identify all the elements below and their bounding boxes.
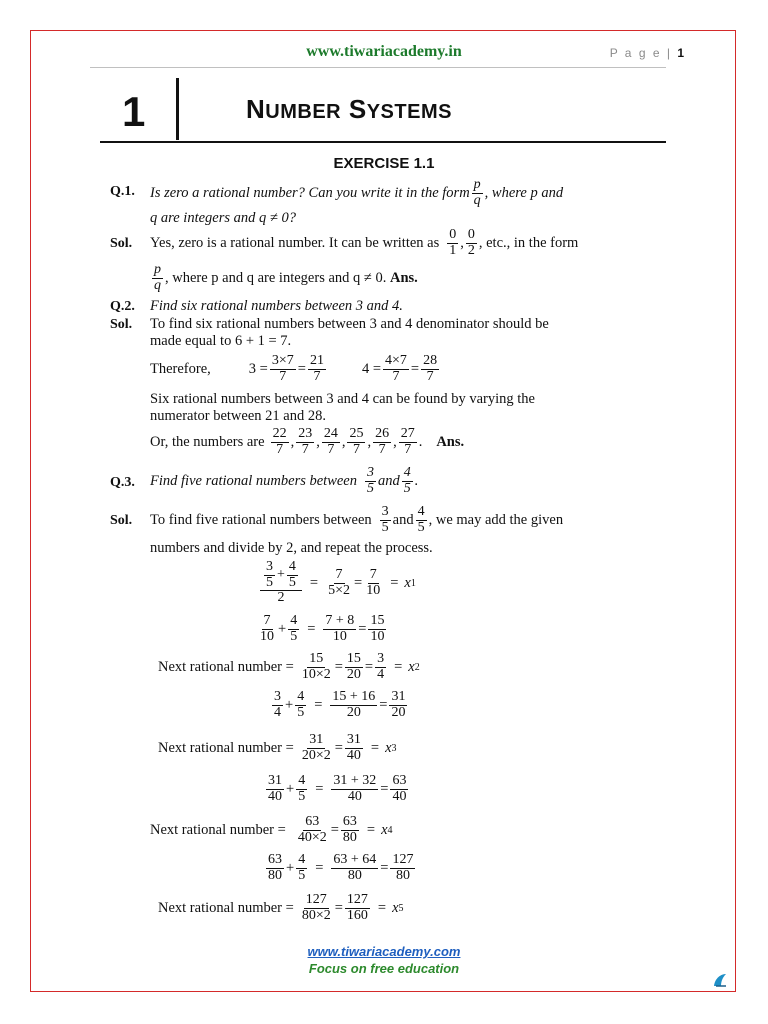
sol1-line1: Yes, zero is a rational number. It can be written as $\frac{0}{1}$ , $\frac{0}{2}$ , etc., in the form: [150, 227, 579, 258]
sol1-frac-1: [447, 228, 458, 258]
sol1-line2: [150, 263, 418, 293]
next-label: Next rational number =: [158, 658, 294, 675]
frac-den: 7: [378, 441, 386, 457]
exercise-title: EXERCISE 1.1: [333, 155, 435, 172]
frac-den: 7: [276, 441, 284, 457]
num-25-7: [347, 427, 365, 457]
frac-den: 7: [279, 368, 287, 384]
sol3-and: and: [392, 511, 414, 528]
step7-eq: Next rational number = $\frac{63}{40\times 2}$ = $\frac{63}{80}$ = x 4: [150, 814, 393, 845]
num-22-7: [271, 427, 289, 457]
q1-fraction: [472, 178, 483, 208]
sol2-ans: Ans.: [436, 433, 465, 450]
frac-num: 4×7: [385, 353, 407, 368]
therefore-label: Therefore,: [150, 360, 211, 377]
frac-den: 7: [313, 368, 321, 384]
page-indicator: [610, 46, 684, 60]
frac-den: q: [473, 192, 481, 208]
frac-num: 28: [423, 353, 438, 368]
q3-and: and: [378, 472, 400, 489]
chapter-divider-bar: [176, 78, 179, 140]
sol2-line3: Six rational numbers between 3 and 4 can be found by varying the: [150, 391, 535, 407]
frac-den: 5: [417, 519, 425, 535]
sol2-line1: To find six rational numbers between 3 and 4 denominator should be: [150, 316, 549, 332]
sol2-line4: numerator between 21 and 28.: [150, 408, 326, 424]
step5-eq: Next rational number = $\frac{31}{20\times 2}$ = $\frac{31}{40}$ = x 3: [158, 732, 397, 763]
chapter-rule: [100, 141, 666, 143]
frac-den: 7: [301, 441, 309, 457]
frac-den: q: [154, 277, 161, 293]
eq1-frac-2: [308, 354, 326, 384]
sol3-tag: Sol.: [110, 513, 133, 528]
next-label: Next rational number =: [150, 821, 286, 838]
footer-url[interactable]: www.tiwariacademy.com: [307, 944, 461, 959]
frac-den: 5: [367, 480, 374, 496]
eq2-lhs: 4 =: [361, 360, 381, 377]
sol3-frac-1: [380, 505, 391, 535]
title-cap-n: N: [246, 94, 266, 124]
sol2-tag: Sol.: [110, 317, 133, 332]
q3-frac-1: [365, 466, 376, 496]
sol3-frac-2: [416, 505, 427, 535]
tiwari-logo-icon: [712, 972, 728, 988]
frac-num: 22: [272, 426, 287, 441]
frac-num: 4: [403, 465, 411, 480]
frac-den: 1: [449, 242, 457, 258]
q3-text: Find five rational numbers between: [150, 472, 357, 489]
frac-num: p: [154, 262, 161, 277]
step2-eq: $\frac{7}{10}$ + $\frac{4}{5}$ = $\frac{7 + 8}{10}$ = $\frac{15}{10}$: [260, 613, 385, 644]
next-label: Next rational number =: [158, 739, 294, 756]
q2-text: Find six rational numbers between 3 and 4.: [150, 298, 403, 314]
q2-tag: Q.2.: [110, 299, 135, 314]
sol2-equations: Therefore, 3 = $\frac{3\times 7}{7}$ = $\frac{21}{7}$ 4 = $\frac{4\times 7}{7}$ = $\frac{28}{7}$: [150, 353, 438, 384]
q1-line1: [150, 178, 563, 208]
or-text: Or, the numbers are: [150, 433, 265, 450]
q3-frac-2: [402, 466, 413, 496]
sol1-ans: Ans.: [389, 269, 418, 286]
frac-den: 7: [404, 441, 412, 457]
frac-num: 25: [349, 426, 364, 441]
sol2-numbers: Or, the numbers are $\frac{22}{7}$ , $\frac{23}{7}$ , $\frac{24}{7}$ , $\frac{25}{7}$ , $\frac{26}{7}$ , $\frac{27}{7}$ . Ans.: [150, 426, 465, 457]
header-url[interactable]: www.tiwariacademy.in: [306, 43, 462, 60]
sol1-tag: Sol.: [110, 236, 133, 251]
num-26-7: [373, 427, 391, 457]
q3-text-row: Find five rational numbers between $\frac{3}{5}$ and $\frac{4}{5}$ .: [150, 465, 419, 496]
frac-num: 3: [381, 504, 389, 519]
title-rest-ystems: YSTEMS: [366, 101, 452, 123]
q3-tag: Q.3.: [110, 475, 135, 490]
sol3-line2: numbers and divide by 2, and repeat the process.: [150, 540, 433, 556]
header-divider: [90, 67, 666, 68]
eq1-lhs: 3 =: [248, 360, 268, 377]
num-27-7: [399, 427, 417, 457]
frac-den: 5: [403, 480, 411, 496]
frac-num: 3×7: [271, 353, 294, 368]
step8-eq: $\frac{63}{80}$ + $\frac{4}{5}$ = $\frac{63 + 64}{80}$ = $\frac{127}{80}$: [268, 852, 414, 883]
q1-text: Is zero a rational number? Can you write it in the form: [150, 184, 470, 201]
q1-text-end: , where p and: [484, 184, 564, 201]
frac-den: 7: [426, 368, 434, 384]
title-cap-s: S: [348, 94, 367, 124]
num-23-7: [296, 427, 314, 457]
step9-eq: Next rational number = $\frac{127}{80\times 2}$ = $\frac{127}{160}$ = x 5: [158, 892, 404, 923]
title-rest-umber: UMBER: [265, 101, 342, 123]
frac-num: p: [473, 177, 481, 192]
frac-num: 26: [375, 426, 390, 441]
frac-num: 4: [417, 504, 425, 519]
frac-den: 7: [352, 441, 360, 457]
page-label: P a g e: [609, 46, 662, 60]
step3-eq: Next rational number = $\frac{15}{10\times 2}$ = $\frac{15}{20}$ = $\frac{3}{4}$ = x 2: [158, 651, 420, 682]
q1-tag: Q.1.: [110, 184, 135, 199]
step1-eq: $\frac{3}{5}$ + $\frac{4}{5}$ 2 = $\frac{7}{5\times 2}$ = $\frac{7}{10}$ = x 1: [258, 560, 416, 606]
frac-num: 0: [449, 227, 457, 242]
sol1-text-end: , etc., in the form: [478, 234, 579, 251]
footer-tagline: Focus on free education: [308, 961, 460, 976]
sol3-text-end: , we may add the given: [428, 511, 564, 528]
next-label: Next rational number =: [158, 899, 294, 916]
frac-num: 27: [400, 426, 415, 441]
chapter-title: [246, 94, 452, 125]
sol2-line2: made equal to 6 + 1 = 7.: [150, 333, 292, 349]
sol1-frac-2: [466, 228, 477, 258]
frac-den: 5: [381, 519, 389, 535]
sol3-text: To find five rational numbers between: [150, 511, 372, 528]
page-number: 1: [677, 46, 684, 60]
sol1-text: Yes, zero is a rational number. It can be written as: [150, 234, 440, 251]
step1-compound-frac: $\frac{3}{5}$ + $\frac{4}{5}$ 2: [260, 560, 302, 606]
frac-num: 24: [323, 426, 338, 441]
page-separator: |: [666, 46, 672, 60]
step4-eq: $\frac{3}{4}$ + $\frac{4}{5}$ = $\frac{15 + 16}{20}$ = $\frac{31}{20}$: [274, 689, 406, 720]
sol1-frac-pq: [152, 263, 163, 293]
frac-num: 3: [367, 465, 374, 480]
eq2-frac-2: [421, 354, 439, 384]
eq2-frac-1: [383, 354, 409, 384]
frac-num: 0: [467, 227, 475, 242]
frac-num: 23: [298, 426, 313, 441]
sol1-text2: , where p and q are integers and q ≠ 0.: [165, 269, 387, 286]
frac-den: 7: [392, 368, 400, 384]
frac-den: 7: [327, 441, 335, 457]
num-24-7: [322, 427, 340, 457]
eq1-frac-1: [270, 354, 296, 384]
sol3-line1: [150, 505, 563, 535]
q1-line2: q are integers and q ≠ 0?: [150, 210, 296, 226]
step6-eq: $\frac{31}{40}$ + $\frac{4}{5}$ = $\frac{31 + 32}{40}$ = $\frac{63}{40}$: [268, 773, 407, 804]
frac-den: 2: [467, 242, 475, 258]
chapter-number: 1: [122, 88, 146, 135]
frac-num: 21: [309, 353, 324, 368]
